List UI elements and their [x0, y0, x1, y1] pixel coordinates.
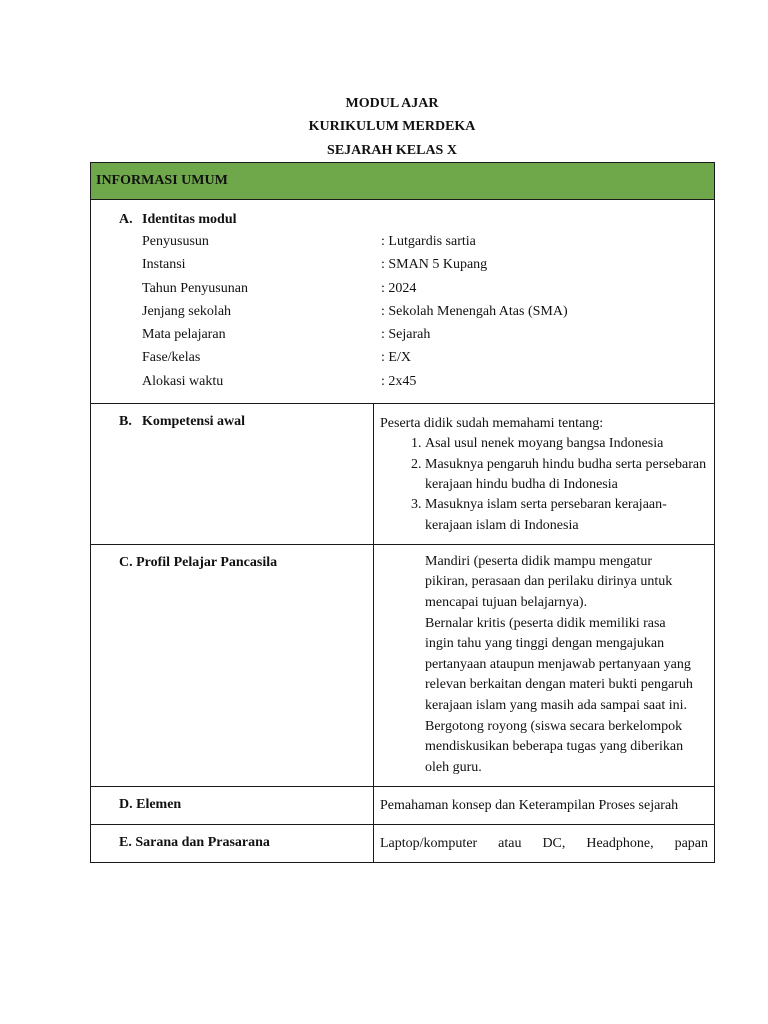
identitas-label: Fase/kelas — [142, 350, 201, 366]
kompetensi-title: Kompetensi awal — [142, 414, 246, 430]
identitas-letter: A. — [119, 212, 133, 227]
kompetensi-letter: B. — [119, 414, 132, 430]
identitas-value: : Lutgardis sartia — [381, 234, 476, 249]
profil-pelajar-content — [374, 544, 715, 787]
informasi-umum-band-row — [91, 163, 715, 200]
profil-paragraph: Mandiri (peserta didik mampu mengatur pikiran, perasaan dan perilaku dirinya untuk mencapai tujuan belajarnya). — [425, 553, 673, 611]
kompetensi-intro: Peserta didik sudah memahami tentang: — [380, 416, 604, 432]
identitas-row — [119, 300, 714, 323]
identitas-modul-cell — [91, 200, 715, 404]
kompetensi-awal-title-cell — [91, 404, 374, 545]
identitas-value: : E/X — [381, 350, 411, 366]
identitas-label: Tahun Penyusunan — [142, 280, 248, 296]
kompetensi-item: 2. Masuknya pengaruh hindu budha serta persebaran kerajaan hindu budha di Indonesia — [425, 455, 708, 496]
identitas-row — [119, 230, 714, 253]
identitas-value: : 2024 — [381, 280, 417, 296]
kompetensi-list — [380, 434, 708, 535]
kompetensi-awal-row — [91, 404, 715, 545]
identitas-modul-heading — [119, 210, 714, 230]
kompetensi-awal-content — [374, 404, 715, 545]
identitas-label: Penyususun — [142, 234, 209, 249]
sarana-row — [91, 825, 715, 863]
kompetensi-item: 3. Masuknya islam serta persebaran kerajaan-kerajaan islam di Indonesia — [425, 495, 708, 536]
sarana-value: Laptop/komputer atau DC, Headphone, papan — [380, 836, 709, 852]
kompetensi-item: 1. Asal usul nenek moyang bangsa Indonesia — [425, 434, 708, 454]
identitas-value: : 2x45 — [381, 373, 417, 389]
profil-paragraph: Bernalar kritis (peserta didik memiliki rasa ingin tahu yang tinggi dengan mengajukan pertanyaan ataupun menjawab pertanyaan yang relevan berkaitan dengan materi bukti pengaruh kerajaan islam yang masih ada sampai saat ini. — [425, 615, 693, 714]
identitas-row — [119, 323, 714, 346]
informasi-umum-band: INFORMASI UMUM — [91, 163, 715, 200]
identitas-label: Alokasi waktu — [142, 373, 224, 389]
identitas-label: Jenjang sekolah — [142, 303, 232, 319]
identitas-row — [119, 370, 714, 393]
elemen-value: Pemahaman konsep dan Keterampilan Proses sejarah — [374, 787, 715, 825]
curriculum-title: KURIKULUM MERDEKA — [308, 119, 476, 134]
identitas-value: : Sekolah Menengah Atas (SMA) — [381, 303, 568, 319]
module-info-table — [90, 162, 715, 863]
subject-title: SEJARAH KELAS X — [327, 143, 457, 158]
identitas-value: : SMAN 5 Kupang — [381, 257, 488, 273]
identitas-row — [119, 253, 714, 276]
identitas-label: Mata pelajaran — [142, 327, 226, 343]
elemen-row — [91, 787, 715, 825]
elemen-title: D. Elemen — [91, 787, 374, 825]
sarana-title: E. Sarana dan Prasarana — [91, 825, 374, 863]
sarana-value-cell — [374, 825, 715, 863]
profil-pelajar-row — [91, 544, 715, 787]
profil-paragraph: Bergotong royong (siswa secara berkelompok mendiskusikan beberapa tugas yang diberikan oleh guru. — [425, 718, 684, 775]
identitas-label: Instansi — [142, 257, 186, 273]
identitas-modul-row — [91, 200, 715, 404]
identitas-title: Identitas modul — [142, 212, 237, 227]
identitas-row — [119, 346, 714, 369]
identitas-value: : Sejarah — [381, 327, 431, 343]
identitas-row — [119, 277, 714, 300]
module-title: MODUL AJAR — [345, 96, 439, 111]
profil-pelajar-title: C. Profil Pelajar Pancasila — [91, 544, 374, 787]
